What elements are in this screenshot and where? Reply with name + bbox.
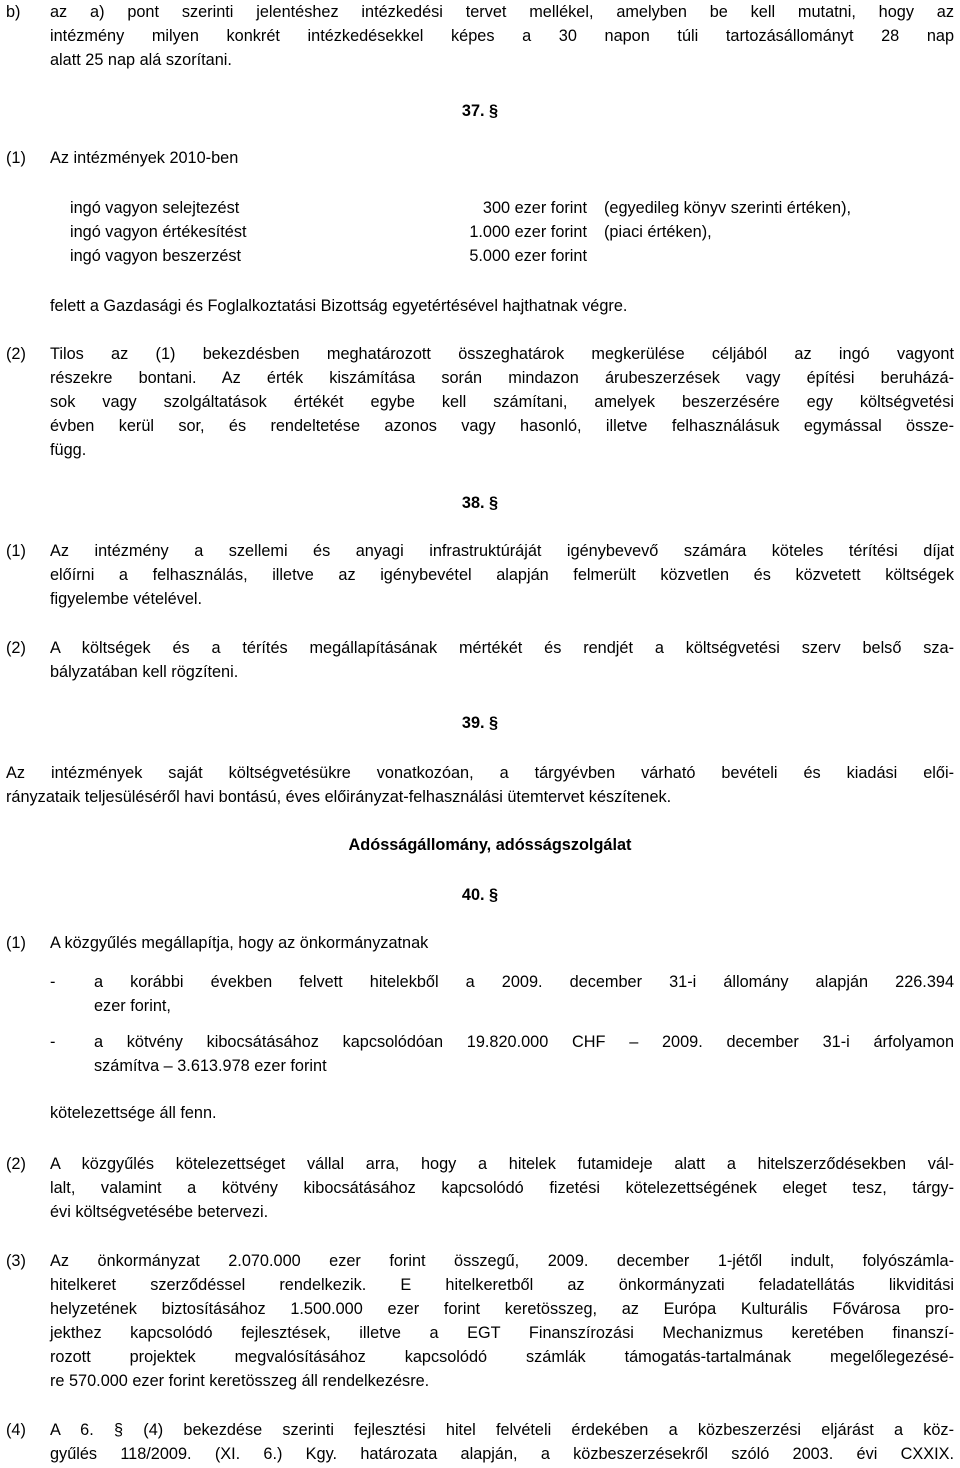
threshold-item: ingó vagyon értékesítést: [70, 223, 247, 241]
paragraph-tail: kötelezettsége áll fenn.: [50, 1104, 217, 1122]
paragraph-line: helyzetének biztosításához 1.500.000 ezer forint keretösszeg, az Európa Kulturális Fővárosa pro-: [50, 1300, 954, 1318]
dash-marker: -: [50, 973, 56, 991]
paragraph-line: bályzatában kell rögzíteni.: [50, 663, 239, 681]
paragraph-marker: (4): [6, 1421, 26, 1439]
point-marker-b: b): [6, 3, 21, 21]
dash-item-line: a korábbi években felvett hitelekből a 2009. december 31-i állomány alapján 226.394: [94, 973, 954, 991]
paragraph-line: Tilos az (1) bekezdésben meghatározott összeghatárok megkerülése céljából az ingó vagyont: [50, 345, 954, 363]
intro-line: alatt 25 nap alá szorítani.: [50, 51, 232, 69]
paragraph-line: függ.: [50, 441, 87, 459]
paragraph-line: figyelembe vételével.: [50, 590, 203, 608]
threshold-note: (egyedileg könyv szerinti értéken),: [604, 199, 852, 217]
paragraph-line: gyűlés 118/2009. (XI. 6.) Kgy. határozata alapján, a közbeszerzésekről szóló 2003. évi CXXIX.: [50, 1445, 954, 1463]
threshold-amount: 5.000 ezer forint: [469, 247, 587, 265]
paragraph-line: évben kerül sor, és rendeltetése azonos vagy hasonló, illetve felhasználásuk egymással össze-: [50, 417, 954, 435]
paragraph-marker: (1): [6, 542, 26, 560]
paragraph-line: A költségek és a térítés megállapításának mértékét és rendjét a költségvetési szerv belső sza-: [50, 639, 954, 657]
paragraph-line: lalt, valamint a kötvény kibocsátásához kapcsolódó fizetési kötelezettségének eleget tesz, tárgy-: [50, 1179, 954, 1197]
paragraph-line: sok vagy szolgáltatások értékét egybe kell számítani, amelyek beszerzésére egy költségvetési: [50, 393, 954, 411]
paragraph-marker: (2): [6, 345, 26, 363]
paragraph-line: jekthez kapcsolódó fejlesztések, illetve a EGT Finanszírozási Mechanizmus keretében finanszí-: [50, 1324, 954, 1342]
chapter-title: Adósságállomány, adósságszolgálat: [348, 836, 632, 854]
paragraph-line: Az intézmény a szellemi és anyagi infrastruktúráját igénybevevő számára köteles térítési díjat: [50, 542, 954, 560]
paragraph-tail: felett a Gazdasági és Foglalkoztatási Bizottság egyetértésével hajthatnak végre.: [50, 297, 628, 315]
paragraph-marker: (1): [6, 149, 26, 167]
dash-item-line: számítva – 3.613.978 ezer forint: [94, 1057, 327, 1075]
paragraph-lead: A közgyűlés megállapítja, hogy az önkormányzatnak: [50, 934, 429, 952]
threshold-note: (piaci értéken),: [604, 223, 712, 241]
paragraph-line: A közgyűlés kötelezettséget vállal arra, hogy a hitelek futamideje alatt a hitelszerződésekben vál-: [50, 1155, 954, 1173]
paragraph-line: Az intézmények saját költségvetésükre vonatkozóan, a tárgyévben várható bevételi és kiadási elői-: [6, 764, 954, 782]
section-heading-40: 40. §: [461, 886, 499, 904]
paragraph-line: előírni a felhasználás, illetve az igénybevétel alapján felmerült közvetlen és közvetett költségek: [50, 566, 954, 584]
section-heading-37: 37. §: [461, 102, 499, 120]
paragraph-line: rozott projektek megvalósításához kapcsolódó számlák támogatás-tartalmának megelőlegezésé-: [50, 1348, 954, 1366]
intro-line: az a) pont szerinti jelentéshez intézkedési tervet mellékel, amelyben be kell mutatni, hogy az: [50, 3, 954, 21]
threshold-item: ingó vagyon beszerzést: [70, 247, 242, 265]
paragraph-line: Az önkormányzat 2.070.000 ezer forint összegű, 2009. december 1-jétől indult, folyószámla-: [50, 1252, 954, 1270]
paragraph-marker: (2): [6, 1155, 26, 1173]
threshold-amount: 300 ezer forint: [482, 199, 587, 217]
paragraph-marker: (3): [6, 1252, 26, 1270]
paragraph-marker: (1): [6, 934, 26, 952]
intro-line: intézmény milyen konkrét intézkedésekkel képes a 30 napon túli tartozásállományt 28 nap: [50, 27, 954, 45]
paragraph-marker: (2): [6, 639, 26, 657]
threshold-amount: 1.000 ezer forint: [469, 223, 587, 241]
paragraph-lead: Az intézmények 2010-ben: [50, 149, 239, 167]
paragraph-line: rányzataik teljesüléséről havi bontású, éves előirányzat-felhasználási ütemtervet készítenek.: [6, 788, 672, 806]
dash-item-line: a kötvény kibocsátásához kapcsolódóan 19.820.000 CHF – 2009. december 31-i árfolyamon: [94, 1033, 954, 1051]
paragraph-line: évi költségvetésébe betervezi.: [50, 1203, 269, 1221]
paragraph-line: A 6. § (4) bekezdése szerinti fejlesztési hitel felvételi érdekében a közbeszerzési eljárást a köz-: [50, 1421, 954, 1439]
paragraph-line: re 570.000 ezer forint keretösszeg áll rendelkezésre.: [50, 1372, 430, 1390]
paragraph-line: hitelkeret szerződéssel rendelkezik. E hitelkeretből az önkormányzati feladatellátás likviditási: [50, 1276, 954, 1294]
dash-marker: -: [50, 1033, 56, 1051]
section-heading-39: 39. §: [461, 714, 499, 732]
threshold-item: ingó vagyon selejtezést: [70, 199, 240, 217]
dash-item-line: ezer forint,: [94, 997, 171, 1015]
paragraph-line: részekre bontani. Az érték kiszámítása során mindazon árubeszerzések vagy építési beruházá-: [50, 369, 954, 387]
section-heading-38: 38. §: [461, 494, 499, 512]
